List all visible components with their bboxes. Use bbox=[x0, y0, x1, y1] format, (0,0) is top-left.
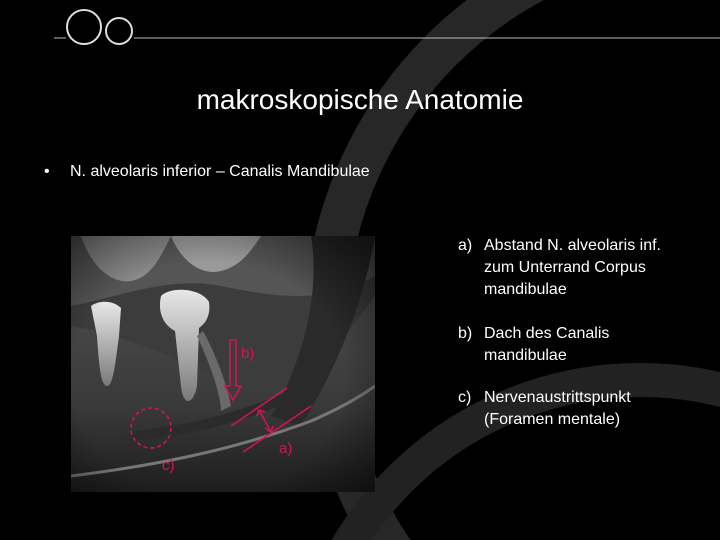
bullet-symbol: • bbox=[44, 163, 50, 180]
slide-title: makroskopische Anatomie bbox=[196, 84, 524, 115]
xray-illustration bbox=[71, 236, 375, 492]
bullet-text: N. alveolaris inferior – Canalis Mandibulae bbox=[70, 163, 370, 180]
legend-text-line: mandibulae bbox=[484, 347, 567, 364]
annotation-label-a: a) bbox=[279, 440, 293, 457]
legend-marker: b) bbox=[458, 325, 473, 342]
legend-text-line: mandibulae bbox=[484, 281, 567, 298]
header-circle-large bbox=[67, 10, 101, 44]
legend-item-b bbox=[458, 323, 708, 367]
legend-list bbox=[458, 235, 708, 431]
legend-text-line: Abstand N. alveolaris inf. bbox=[484, 237, 661, 254]
legend-item-a bbox=[458, 235, 708, 301]
legend-text-line: zum Unterrand Corpus bbox=[484, 259, 646, 276]
xray-image bbox=[71, 236, 375, 492]
annotation-label-c: c) bbox=[162, 457, 175, 474]
legend-text-line: (Foramen mentale) bbox=[484, 411, 621, 428]
legend-item-c bbox=[458, 387, 708, 431]
legend-text-line: Nervenaustrittspunkt bbox=[484, 389, 631, 406]
bullet-item bbox=[44, 163, 370, 181]
legend-marker: a) bbox=[458, 237, 473, 254]
legend-text-line: Dach des Canalis bbox=[484, 325, 610, 342]
legend-marker: c) bbox=[458, 389, 472, 406]
header-circle-small bbox=[106, 18, 132, 44]
annotation-label-b: b) bbox=[241, 345, 255, 362]
